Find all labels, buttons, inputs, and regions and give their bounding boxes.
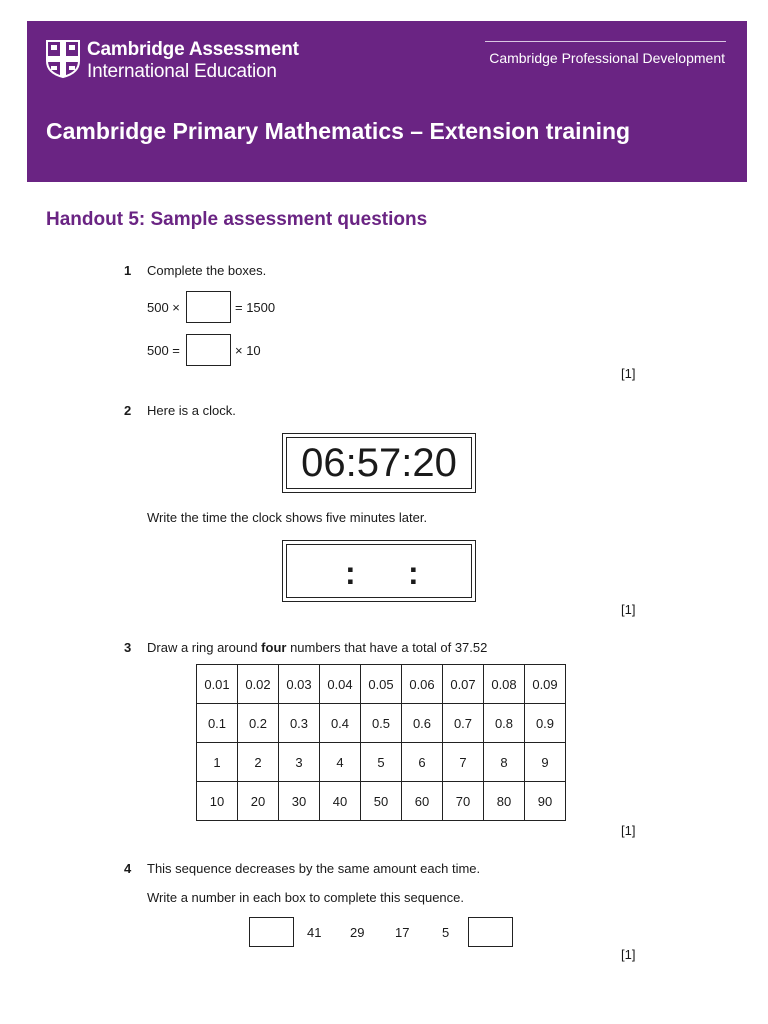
marks: [1] [621,823,636,838]
grid-row [197,782,566,821]
grid-cell[interactable]: 0.01 [197,665,238,704]
grid-cell[interactable]: 0.02 [238,665,279,704]
grid-row [197,743,566,782]
grid-cell[interactable]: 30 [279,782,320,821]
grid-cell[interactable]: 9 [525,743,566,782]
question-number: 3 [124,640,132,655]
sequence-number: 29 [350,925,365,940]
grid-cell[interactable]: 0.6 [402,704,443,743]
grid-cell[interactable]: 4 [320,743,361,782]
grid-cell[interactable]: 0.2 [238,704,279,743]
answer-clock[interactable] [282,540,476,602]
grid-cell[interactable]: 0.1 [197,704,238,743]
question-text: Here is a clock. [147,403,236,418]
question-text-post: numbers that have a total of 37.52 [286,640,488,655]
question-text: This sequence decreases by the same amount each time. [147,861,481,876]
answer-box[interactable] [468,917,513,947]
question-text-bold: four [261,640,287,655]
header-banner [27,21,747,182]
grid-cell[interactable]: 0.8 [484,704,525,743]
question-instruction: Write the time the clock shows five minutes later. [147,510,428,525]
grid-cell[interactable]: 10 [197,782,238,821]
grid-cell[interactable]: 8 [484,743,525,782]
question-instruction: Write a number in each box to complete this sequence. [147,890,464,905]
grid-cell[interactable]: 1 [197,743,238,782]
grid-cell[interactable]: 0.04 [320,665,361,704]
question-text: Complete the boxes. [147,263,267,278]
handout-title: Handout 5: Sample assessment questions [46,209,428,230]
question-number: 2 [124,403,132,418]
marks: [1] [621,602,636,617]
cambridge-shield-icon [45,39,81,79]
grid-cell[interactable]: 0.3 [279,704,320,743]
grid-cell[interactable]: 70 [443,782,484,821]
answer-box[interactable] [186,334,231,366]
clock-time: 06:57:20 [301,440,457,485]
grid-cell[interactable]: 7 [443,743,484,782]
grid-cell[interactable]: 2 [238,743,279,782]
grid-row [197,665,566,704]
marks: [1] [621,366,636,381]
clock-colon: : [345,555,356,591]
grid-cell[interactable]: 0.9 [525,704,566,743]
grid-cell[interactable]: 0.07 [443,665,484,704]
tagline-rule [485,41,726,42]
question-text-pre: Draw a ring around [147,640,262,655]
question-number: 4 [124,861,132,876]
sequence-number: 41 [307,925,322,940]
grid-cell[interactable]: 40 [320,782,361,821]
grid-row [197,704,566,743]
equation-left: 500 × [147,300,180,315]
equation-right: = 1500 [235,300,276,315]
grid-cell[interactable]: 90 [525,782,566,821]
sequence-number: 17 [395,925,410,940]
number-grid [196,664,566,821]
document-title: Cambridge Primary Mathematics – Extension training [46,118,631,144]
sequence-number: 5 [442,925,450,940]
grid-cell[interactable]: 0.09 [525,665,566,704]
grid-cell[interactable]: 0.4 [320,704,361,743]
digital-clock [282,433,476,493]
grid-cell[interactable]: 60 [402,782,443,821]
equation-right: × 10 [235,343,261,358]
grid-cell[interactable]: 3 [279,743,320,782]
org-name-line1: Cambridge Assessment [87,39,299,60]
marks: [1] [621,947,636,962]
grid-cell[interactable]: 0.03 [279,665,320,704]
cambridge-logo [45,39,299,83]
clock-colon: : [408,555,419,591]
grid-cell[interactable]: 0.5 [361,704,402,743]
grid-cell[interactable]: 80 [484,782,525,821]
grid-cell[interactable]: 0.06 [402,665,443,704]
answer-box[interactable] [249,917,294,947]
tagline: Cambridge Professional Development [489,50,725,66]
grid-cell[interactable]: 20 [238,782,279,821]
equation-left: 500 = [147,343,180,358]
grid-cell[interactable]: 0.08 [484,665,525,704]
grid-cell[interactable]: 0.7 [443,704,484,743]
question-number: 1 [124,263,132,278]
grid-cell[interactable]: 50 [361,782,402,821]
grid-cell[interactable]: 6 [402,743,443,782]
answer-box[interactable] [186,291,231,323]
grid-cell[interactable]: 5 [361,743,402,782]
grid-cell[interactable]: 0.05 [361,665,402,704]
org-name-line2: International Education [87,61,277,82]
question-text [147,640,487,655]
